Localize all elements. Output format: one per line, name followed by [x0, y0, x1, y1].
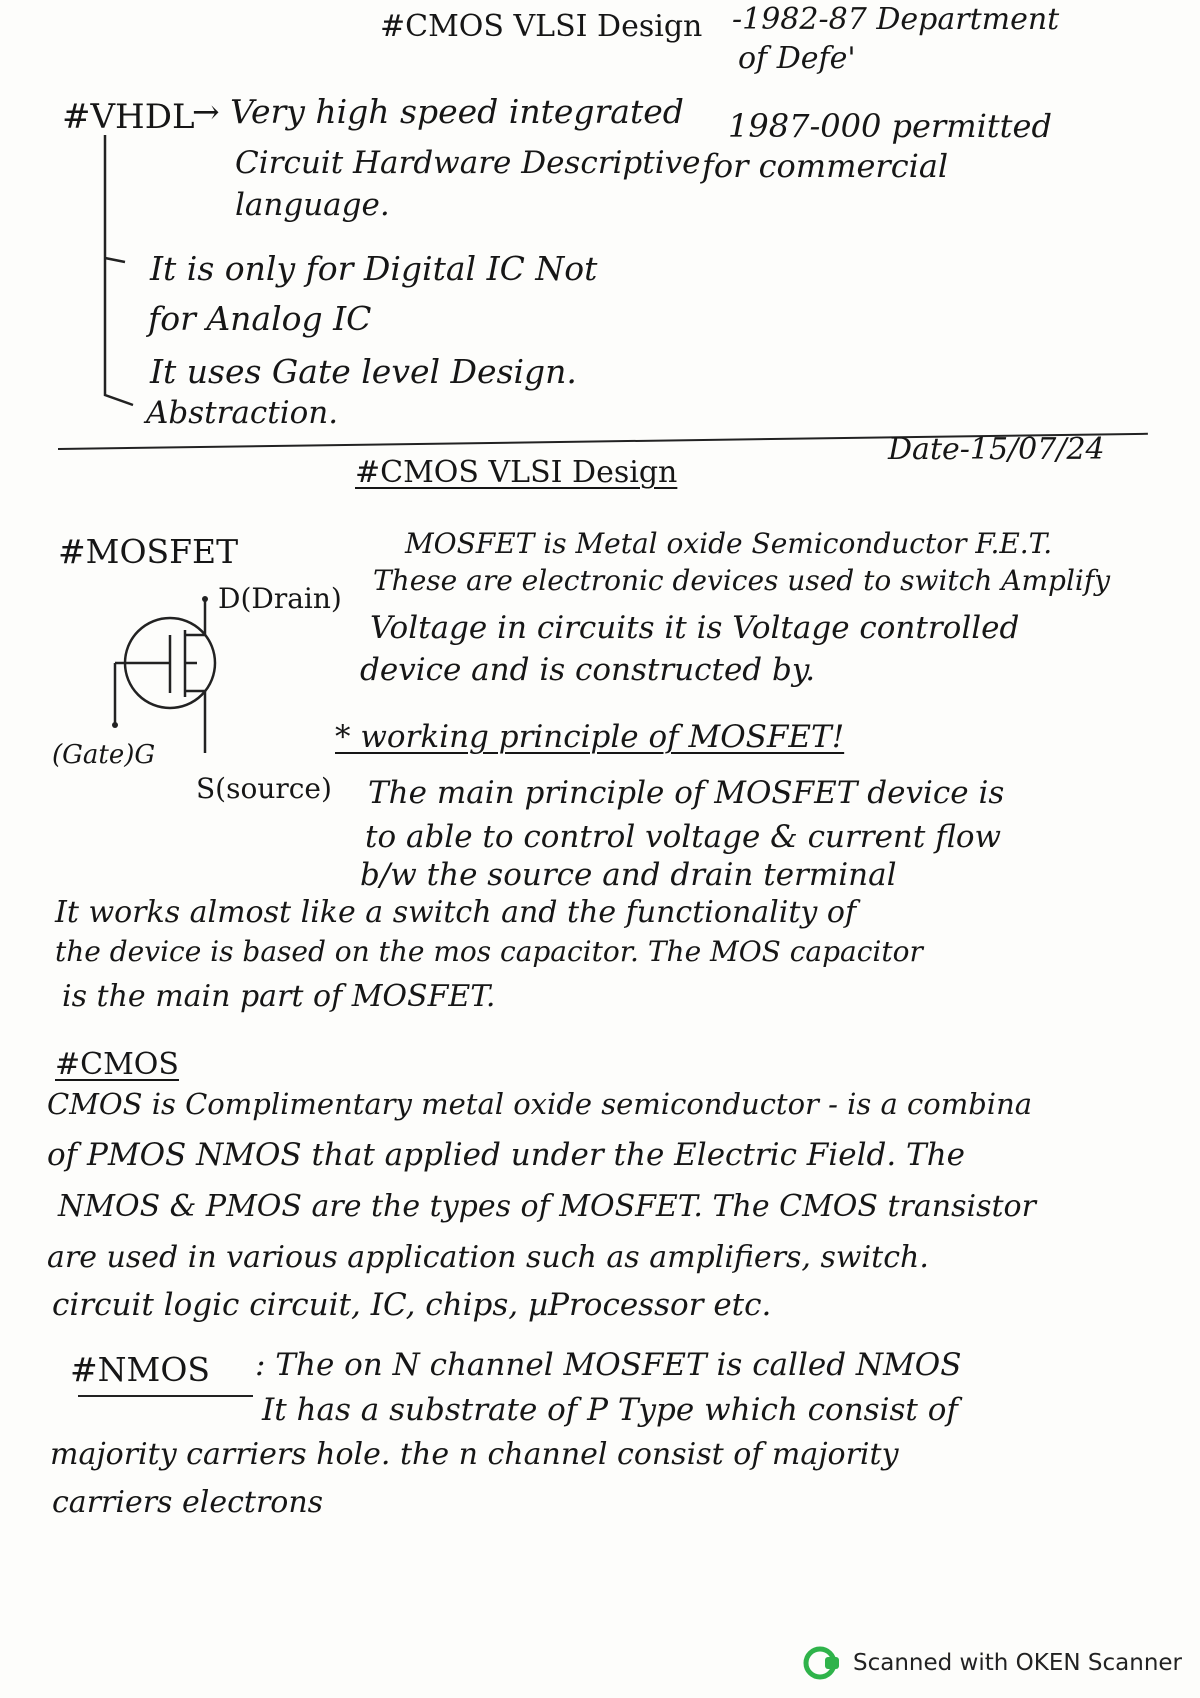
nmos-text: : The on N channel MOSFET is called NMOS — [255, 1347, 962, 1383]
cmos-heading: #CMOS — [55, 1047, 179, 1082]
working-principle-text: b/w the source and drain terminal — [360, 857, 897, 893]
working-principle-text: It works almost like a switch and the functionality of — [55, 895, 857, 930]
drain-terminal-dot — [202, 596, 208, 602]
nmos-text: It has a substrate of P Type which consist of — [262, 1392, 958, 1428]
cmos-text: NMOS & PMOS are the types of MOSFET. The CMOS transistor — [58, 1189, 1036, 1224]
cmos-text: are used in various application such as amplifiers, switch. — [47, 1240, 929, 1275]
scanner-watermark — [803, 1646, 1182, 1680]
mosfet-symbol — [45, 575, 235, 755]
nmos-heading: #NMOS — [70, 1350, 210, 1389]
mosfet-definition: MOSFET is Metal oxide Semiconductor F.E.T. — [405, 527, 1053, 560]
vhdl-definition: → Very high speed integrated — [192, 92, 684, 131]
page-date: Date-15/07/24 — [888, 432, 1105, 467]
working-principle-text: The main principle of MOSFET device is — [368, 775, 1005, 811]
drain-label: D(Drain) — [218, 582, 342, 615]
vhdl-point: It is only for Digital IC Not — [150, 249, 598, 288]
source-label: S(source) — [196, 772, 332, 805]
mosfet-definition: device and is constructed by. — [360, 652, 816, 688]
vhdl-definition: Circuit Hardware Descriptive — [235, 145, 701, 181]
cmos-text: circuit logic circuit, IC, chips, µProcessor etc. — [52, 1287, 772, 1323]
gate-label: (Gate)G — [52, 740, 156, 770]
cmos-text: of PMOS NMOS that applied under the Electric Field. The — [47, 1137, 966, 1173]
scanner-text: Scanned with OKEN Scanner — [853, 1650, 1182, 1676]
vhdl-point: It uses Gate level Design. — [150, 352, 577, 391]
vhdl-label: #VHDL — [62, 97, 195, 137]
working-principle-text: is the main part of MOSFET. — [62, 979, 496, 1014]
history-line: -1982-87 Department — [732, 2, 1060, 37]
gate-terminal-dot — [112, 722, 118, 728]
mosfet-definition: These are electronic devices used to switch Amplify — [373, 564, 1111, 597]
vhdl-bracket — [95, 130, 155, 410]
section-title: #CMOS VLSI Design — [355, 455, 678, 490]
history-line: for commercial — [702, 147, 949, 185]
nmos-text: carriers electrons — [52, 1485, 324, 1520]
working-principle-heading: * working principle of MOSFET! — [335, 719, 845, 755]
nmos-text: majority carriers hole. the n channel consist of majority — [50, 1437, 899, 1472]
history-line: 1987-000 permitted — [728, 107, 1052, 145]
vhdl-point: Abstraction. — [146, 395, 339, 431]
vhdl-definition: language. — [235, 187, 390, 223]
nmos-heading-underline — [78, 1395, 253, 1397]
cmos-text: CMOS is Complimentary metal oxide semiconductor - is a combina — [47, 1087, 1033, 1121]
vhdl-point: for Analog IC — [148, 299, 372, 338]
mosfet-definition: Voltage in circuits it is Voltage controlled — [370, 610, 1020, 646]
mosfet-heading: #MOSFET — [58, 532, 239, 571]
working-principle-text: to able to control voltage & current flow — [365, 819, 1002, 855]
working-principle-text: the device is based on the mos capacitor. The MOS capacitor — [55, 935, 923, 968]
history-line: of Defe' — [738, 41, 856, 76]
oken-scanner-logo-icon — [803, 1646, 843, 1680]
top-title: #CMOS VLSI Design — [380, 9, 703, 44]
